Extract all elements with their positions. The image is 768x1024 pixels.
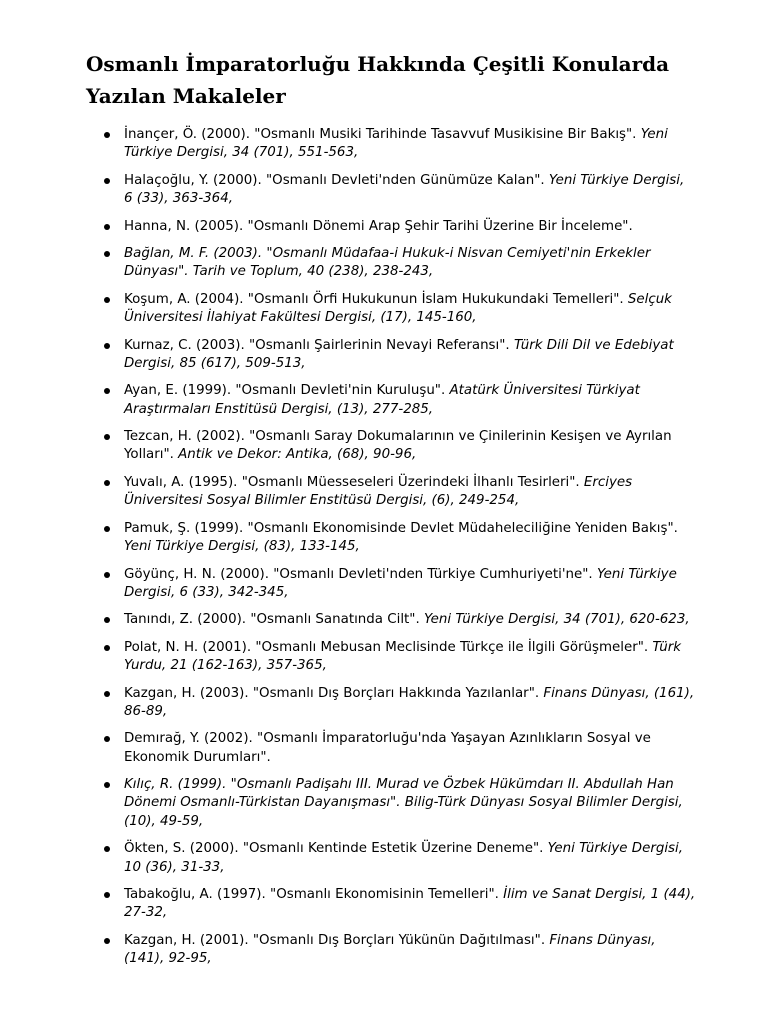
bullet-icon	[104, 645, 110, 651]
bullet-icon	[104, 480, 110, 486]
reference-text: İnançer, Ö. (2000). "Osmanlı Musiki Tarihinde Tasavvuf Musikisine Bir Bakış".	[124, 127, 641, 142]
bullet-icon	[104, 178, 110, 184]
reference-item	[86, 218, 696, 236]
reference-item	[86, 291, 696, 328]
reference-text: Ayan, E. (1999). "Osmanlı Devleti'nin Kuruluşu".	[124, 383, 450, 399]
reference-text: Halaçoğlu, Y. (2000). "Osmanlı Devleti'nden Günümüze Kalan".	[124, 172, 549, 188]
bullet-icon	[104, 782, 110, 788]
reference-item	[86, 685, 696, 722]
reference-item	[86, 639, 696, 676]
reference-item	[86, 245, 696, 282]
bullet-icon	[104, 297, 110, 303]
reference-text: Ökten, S. (2000). "Osmanlı Kentinde Estetik Üzerine Deneme".	[124, 841, 548, 857]
reference-source: Yeni Türkiye Dergisi, 6 (33), 342-345,	[124, 566, 677, 600]
reference-item	[86, 337, 696, 374]
reference-text: Kazgan, H. (2003). "Osmanlı Dış Borçları Hakkında Yazılanlar".	[124, 685, 544, 701]
bullet-icon	[104, 736, 110, 742]
reference-item	[86, 172, 696, 209]
reference-source: Kılıç, R. (1999). "Osmanlı Padişahı III. Murad ve Özbek Hükümdarı II. Abdullah Han Dönemi Osmanlı-Türkistan Dayanışması". Bilig-Türk Dünyası Sosyal Bilimler Dergisi, (10), 49-59,	[124, 777, 683, 829]
reference-source: İlim ve Sanat Dergisi, 1 (44), 27-32,	[124, 886, 696, 921]
reference-text: Yuvalı, A. (1995). "Osmanlı Müesseseleri Üzerindeki İlhanlı Tesirleri".	[124, 474, 584, 490]
reference-source: Finans Dünyası, (161), 86-89,	[124, 685, 695, 719]
reference-source: Türk Yurdu, 21 (162-163), 357-365,	[124, 639, 681, 674]
bullet-icon	[104, 251, 110, 257]
document-title: Osmanlı İmparatorluğu Hakkında Çeşitli Konularda Yazılan Makaleler	[86, 52, 670, 108]
bullet-icon	[104, 434, 110, 440]
bullet-icon	[104, 938, 110, 944]
reference-source: Yeni Türkiye Dergisi, (83), 133-145,	[124, 539, 360, 555]
bullet-icon	[104, 846, 110, 852]
reference-item	[86, 382, 696, 419]
reference-item	[86, 886, 696, 923]
reference-text: Hanna, N. (2005). "Osmanlı Dönemi Arap Şehir Tarihi Üzerine Bir İnceleme".	[124, 218, 633, 234]
reference-source: Erciyes Üniversitesi Sosyal Bilimler Enstitüsü Dergisi, (6), 249-254,	[124, 474, 633, 509]
reference-text: Tanındı, Z. (2000). "Osmanlı Sanatında Cilt".	[124, 612, 424, 628]
reference-source: Atatürk Üniversitesi Türkiyat Araştırmaları Enstitüsü Dergisi, (13), 277-285,	[124, 383, 640, 417]
reference-source: Selçuk Üniversitesi İlahiyat Fakültesi Dergisi, (17), 145-160,	[124, 291, 672, 326]
bullet-icon	[104, 224, 110, 230]
reference-text: Kazgan, H. (2001). "Osmanlı Dış Borçları Yükünün Dağıtılması".	[124, 932, 550, 948]
reference-source: Finans Dünyası, (141), 92-95,	[124, 932, 656, 967]
reference-item	[86, 474, 696, 511]
reference-item	[86, 776, 696, 831]
reference-text: Koşum, A. (2004). "Osmanlı Örfi Hukukunun İslam Hukukundaki Temelleri".	[124, 291, 628, 307]
reference-text: Tabakoğlu, A. (1997). "Osmanlı Ekonomisinin Temelleri".	[124, 886, 504, 902]
reference-item	[86, 730, 696, 767]
reference-source: Türk Dili Dil ve Edebiyat Dergisi, 85 (617), 509-513,	[124, 337, 674, 371]
reference-text: Göyünç, H. N. (2000). "Osmanlı Devleti'nden Türkiye Cumhuriyeti'ne".	[124, 566, 597, 582]
reference-list	[86, 126, 696, 968]
bullet-icon	[104, 388, 110, 394]
reference-item	[86, 932, 696, 969]
reference-source: Yeni Türkiye Dergisi, 10 (36), 31-33,	[124, 841, 684, 875]
bullet-icon	[104, 132, 110, 138]
reference-text: Pamuk, Ş. (1999). "Osmanlı Ekonomisinde Devlet Müdaheleciliğine Yeniden Bakış".	[124, 520, 678, 536]
reference-item	[86, 520, 696, 557]
reference-source: Yeni Türkiye Dergisi, 34 (701), 620-623,	[423, 612, 690, 628]
reference-text: Kurnaz, C. (2003). "Osmanlı Şairlerinin Nevayi Referansı".	[124, 337, 514, 353]
reference-item	[86, 428, 696, 465]
reference-source: Bağlan, M. F. (2003). "Osmanlı Müdafaa-i Hukuk-i Nisvan Cemiyeti'nin Erkekler Dünyası". Tarih ve Toplum, 40 (238), 238-243,	[124, 246, 651, 280]
reference-item	[86, 566, 696, 603]
reference-source: Antik ve Dekor: Antika, (68), 90-96,	[178, 447, 417, 463]
bullet-icon	[104, 892, 110, 898]
reference-item	[86, 126, 696, 163]
reference-text: Demırağ, Y. (2002). "Osmanlı İmparatorluğu'nda Yaşayan Azınlıkların Sosyal ve Ekonomik Durumları".	[124, 731, 651, 765]
reference-item	[86, 840, 696, 877]
reference-text: Polat, N. H. (2001). "Osmanlı Mebusan Meclisinde Türkçe ile İlgili Görüşmeler".	[124, 639, 653, 655]
bullet-icon	[104, 617, 110, 623]
bullet-icon	[104, 572, 110, 578]
bullet-icon	[104, 343, 110, 349]
bullet-icon	[104, 526, 110, 532]
bullet-icon	[104, 691, 110, 697]
document-page	[86, 48, 696, 978]
reference-source: Yeni Türkiye Dergisi, 6 (33), 363-364,	[124, 172, 685, 207]
reference-source: Yeni Türkiye Dergisi, 34 (701), 551-563,	[124, 127, 668, 161]
reference-item	[86, 611, 696, 629]
reference-text: Tezcan, H. (2002). "Osmanlı Saray Dokumalarının ve Çinilerinin Kesişen ve Ayrılan Yolları".	[124, 429, 672, 463]
